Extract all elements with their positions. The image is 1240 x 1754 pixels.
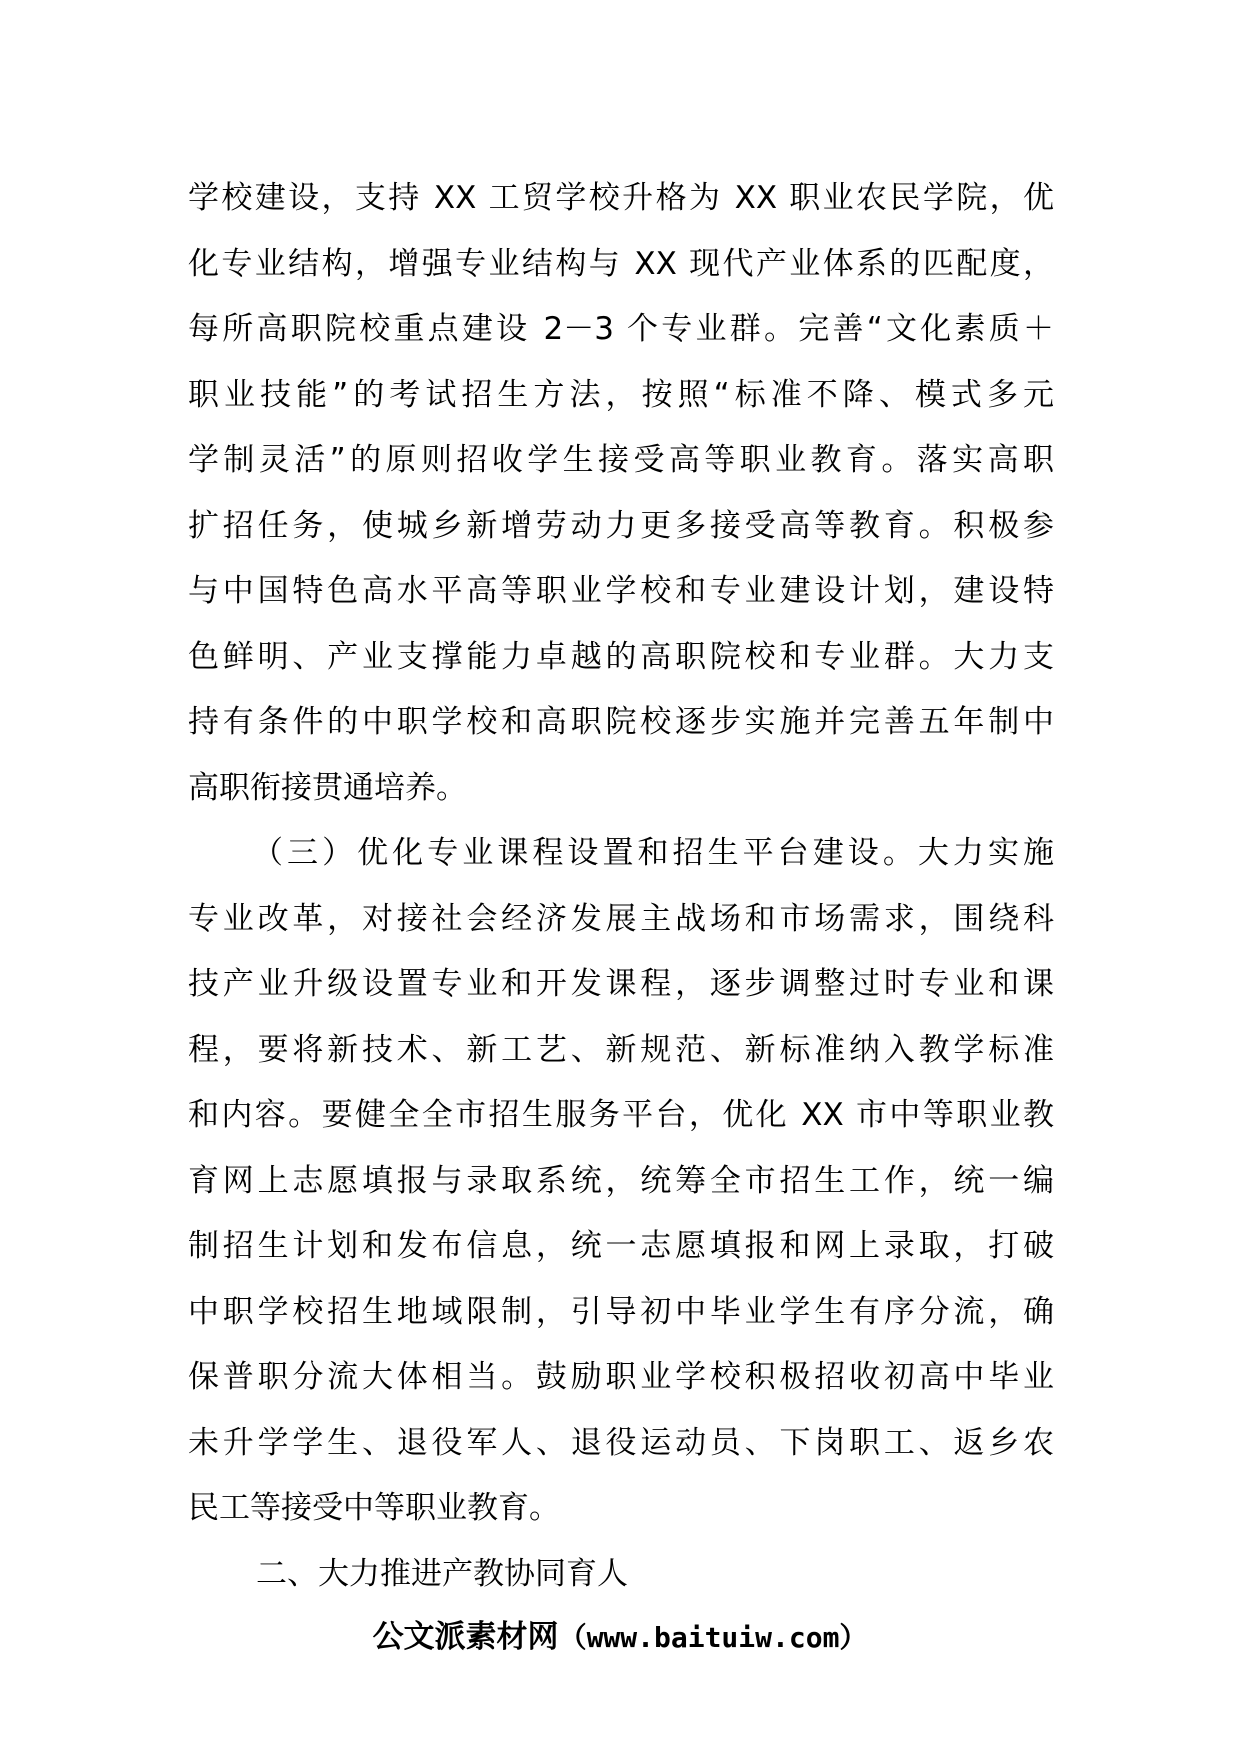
paragraph-line: 每所高职院校重点建设 2－3 个专业群。完善“文化素质＋ — [188, 311, 1054, 347]
footer-site-name: 公文派素材网 — [372, 1619, 559, 1655]
paragraph-line: 学制灵活”的原则招收学生接受高等职业教育。落实高职 — [188, 442, 1054, 478]
paragraph-line: 扩招任务，使城乡新增劳动力更多接受高等教育。积极参 — [188, 507, 1054, 544]
paragraph-line: 保普职分流大体相当。鼓励职业学校积极招收初高中毕业 — [188, 1359, 1054, 1395]
section-heading-paragraph-line: （三）优化专业课程设置和招生平台建设。大力实施 — [252, 835, 1054, 871]
paragraph-line: 学校建设，支持 XX 工贸学校升格为 XX 职业农民学院，优 — [188, 180, 1054, 216]
paragraph-line: 与中国特色高水平高等职业学校和专业建设计划，建设特 — [188, 573, 1054, 609]
paragraph-line: 色鲜明、产业支撑能力卓越的高职院校和专业群。大力支 — [188, 638, 1054, 675]
footer-watermark — [0, 1615, 1240, 1660]
document-body — [188, 166, 1054, 1607]
paragraph-line: 程，要将新技术、新工艺、新规范、新标准纳入教学标准 — [188, 1031, 1054, 1068]
paragraph-line: 专业改革，对接社会经济发展主战场和市场需求，围绕科 — [188, 900, 1054, 937]
footer-url: （www.baituiw.com） — [558, 1621, 868, 1654]
paragraph-line: 技产业升级设置专业和开发课程，逐步调整过时专业和课 — [188, 966, 1054, 1002]
paragraph-line: 职业技能”的考试招生方法，按照“标准不降、模式多元 — [188, 376, 1054, 413]
paragraph-line: 民工等接受中等职业教育。 — [188, 1490, 560, 1526]
paragraph-line: 化专业结构，增强专业结构与 XX 现代产业体系的匹配度， — [188, 245, 1054, 282]
paragraph-line: 中职学校招生地域限制，引导初中毕业学生有序分流，确 — [188, 1293, 1054, 1330]
paragraph-line: 制招生计划和发布信息，统一志愿填报和网上录取，打破 — [188, 1228, 1054, 1264]
paragraph-line: 和内容。要健全全市招生服务平台，优化 XX 市中等职业教 — [188, 1097, 1054, 1133]
section-heading: 二、大力推进产教协同育人 — [256, 1555, 628, 1592]
paragraph-line: 未升学学生、退役军人、退役运动员、下岗职工、返乡农 — [188, 1424, 1054, 1461]
paragraph-line: 持有条件的中职学校和高职院校逐步实施并完善五年制中 — [188, 704, 1054, 740]
paragraph-line: 高职衔接贯通培养。 — [188, 769, 467, 806]
paragraph-line: 育网上志愿填报与录取系统，统筹全市招生工作，统一编 — [188, 1162, 1054, 1199]
